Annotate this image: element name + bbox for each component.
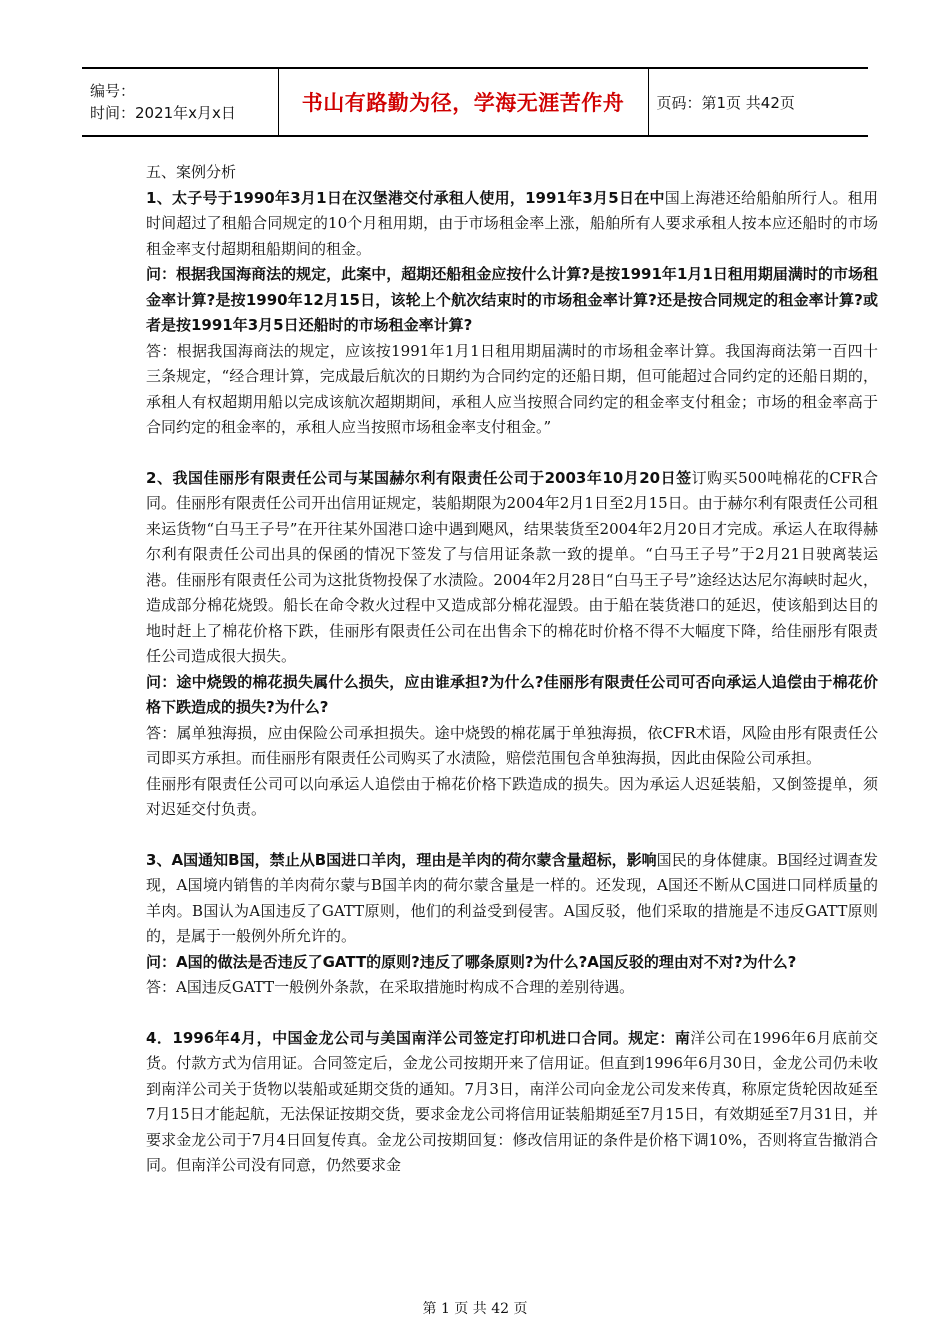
case-3-answer: 答：A国违反GATT一般例外条款，在采取措施时构成不合理的差别待遇。 [146, 978, 635, 996]
case-2-answer-continued: 佳丽彤有限责任公司可以向承运人追偿由于棉花价格下跌造成的损失。因为承运人迟延装船，又倒签提单，须对迟延交付负责。 [146, 774, 878, 818]
page-footer: 第 1 页 共 42 页 [422, 1301, 528, 1317]
case-3-lead: 3、A国通知B国，禁止从B国进口羊肉，理由是羊肉的荷尔蒙含量超标，影响 [146, 850, 657, 869]
case-4-lead: 4．1996年4月，中国金龙公司与美国南洋公司签定打印机进口合同。规定：南 [146, 1028, 691, 1047]
case-2-text: 订购买500吨棉花的CFR合同。佳丽彤有限责任公司开出信用证规定，装船期限为2004年2月1日至2月15日。由于赫尔利有限责任公司租来运货物“白马王子号”在开往某外国港口途中遇到飓风，结果装货至2004年2月20日才完成。承运人在取得赫尔利有限责任公司出具的保函的情况下签发了与信用证条款一致的提单。“白马王子号”于2月21日驶离装运港。佳丽彤有限责任公司为这批货物投保了水渍险。2004年2月28日“白马王子号”途经达达尼尔海峡时起火，造成部分棉花烧毁。船长在命令救火过程中又造成部分棉花湿毁。由于船在装货港口的延迟，使该船到达目的地时赶上了棉花价格下跌，佳丽彤有限责任公司在出售余下的棉花时价格不得不大幅度下降，给佳丽彤有限责任公司造成很大损失。 [146, 468, 879, 665]
document-body [146, 160, 878, 1179]
case-1-answer: 答：根据我国海商法的规定，应该按1991年1月1日租用期届满时的市场租金率计算。我国海商法第一百四十三条规定，“经合理计算，完成最后航次的日期约为合同约定的还船日期，但可能超过合同约定的还船日期的，承租人有权超期用船以完成该航次超期期间，承租人应当按照合同约定的租金率支付租金；市场的租金率高于合同约定的租金率的，承租人应当按照市场租金率支付租金。” [146, 341, 878, 436]
header-motto-cell [278, 68, 648, 136]
case-2-lead: 2、我国佳丽彤有限责任公司与某国赫尔利有限责任公司于2003年10月20日签 [146, 468, 692, 487]
case-3-question: 问：A国的做法是否违反了GATT的原则?违反了哪条原则?为什么?A国反驳的理由对不对?为什么? [146, 952, 797, 971]
case-1-question: 问：根据我国海商法的规定，此案中，超期还船租金应按什么计算?是按1991年1月1日租用期届满时的市场租金率计算?是按1990年12月15日，该轮上个航次结束时的市场租金率计算?还是按合同规定的租金率计算?或者是按1991年3月5日还船时的市场租金率计算? [146, 265, 878, 334]
section-title: 五、案例分析 [146, 163, 237, 181]
case-1-intro [146, 186, 878, 263]
case-3-text: 国民的身体健康。B国经过调查发现，A国境内销售的羊肉荷尔蒙与B国羊肉的荷尔蒙含量是一样的。还发现，A国还不断从C国进口同样质量的羊肉。B国认为A国违反了GATT原则，他们的利益受到侵害。A国反驳，他们采取的措施是不违反GATT原则的，是属于一般例外所允许的。 [146, 850, 878, 945]
case-3-intro [146, 848, 878, 950]
page-header [82, 67, 868, 137]
header-motto: 书山有路勤为径，学海无涯苦作舟 [301, 91, 625, 115]
case-4-text: 洋公司在1996年6月底前交货。付款方式为信用证。合同签定后，金龙公司按期开来了信用证。但直到1996年6月30日，金龙公司仍未收到南洋公司关于货物以装船或延期交货的通知。7月3日，南洋公司向金龙公司发来传真，称原定货轮因故延至7月15日才能起航，无法保证按期交货，要求金龙公司将信用证装船期延至7月15日，有效期延至7月31日，并要求金龙公司于7月4日回复传真。金龙公司按期回复：修改信用证的条件是价格下调10%，否则将宣告撤消合同。但南洋公司没有同意，仍然要求金 [146, 1028, 878, 1174]
case-4-intro [146, 1026, 878, 1179]
header-meta [82, 68, 278, 136]
header-page-info: 页码：第1页 共42页 [648, 68, 868, 136]
case-1-lead: 1、太子号于1990年3月1日在汉堡港交付承租人使用，1991年3月5日在中 [146, 188, 665, 207]
case-1-text: 国上海港还给船舶所行人。租用时间超过了租船合同规定的10个月租用期，由于市场租金率上涨，船舶所有人要求承租人按本应还船时的市场租金率支付超期租船期间的租金。 [146, 188, 878, 258]
header-time: 时间：2021年x月x日 [90, 104, 236, 122]
case-2-answer: 答：属单独海损，应由保险公司承担损失。途中烧毁的棉花属于单独海损，依CFR术语，风险由彤有限责任公司即买方承担。而佳丽彤有限责任公司购买了水渍险，赔偿范围包含单独海损，因此由保险公司承担。 [146, 723, 878, 767]
header-number: 编号： [90, 82, 136, 100]
case-2-question: 问：途中烧毁的棉花损失属什么损失，应由谁承担?为什么?佳丽彤有限责任公司可否向承运人追偿由于棉花价格下跌造成的损失?为什么? [146, 672, 878, 716]
case-2-intro [146, 466, 878, 670]
